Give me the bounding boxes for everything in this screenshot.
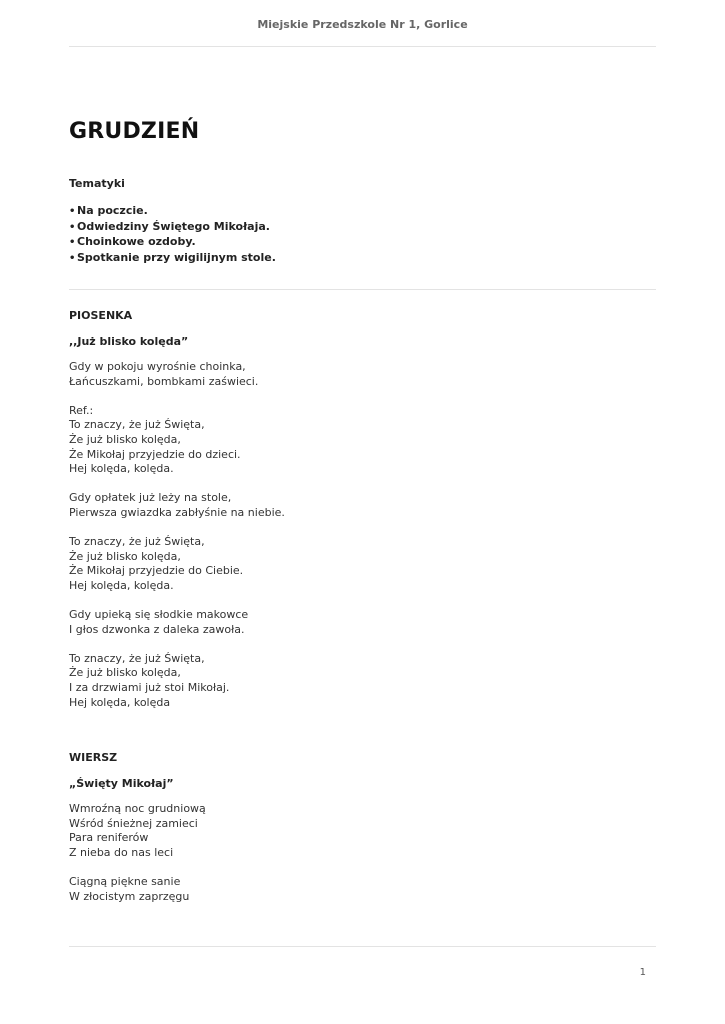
song-line: To znaczy, że już Święta, [69,418,205,432]
song-line: Ref.: [69,403,94,417]
poem-line [69,860,656,875]
song-line [69,521,656,536]
poem-line: Para reniferów [69,831,149,845]
song-line: Łańcuszkami, bombkami zaświeci. [69,374,259,388]
bullet-icon: • [69,206,76,217]
bullet-icon: • [69,237,76,249]
list-item [69,220,656,236]
song-line: Hej kolęda, kolęda [69,695,171,709]
song-line: I za drzwiami już stoi Mikołaj. [69,681,230,695]
poem-line: Z nieba do nas leci [69,845,174,859]
song-line: Pierwsza gwiazdka zabłyśnie na niebie. [69,505,285,519]
list-item [69,251,656,267]
song-line [69,389,656,404]
page-header: Miejskie Przedszkole Nr 1, Gorlice [257,18,468,31]
page-title: GRUDZIEŃ [69,119,200,144]
poem-title: „Święty Mikołaj” [69,777,174,790]
song-line: Gdy w pokoju wyrośnie choinka, [69,360,246,373]
poem-section [69,751,656,904]
bullet-icon: • [69,252,76,264]
song-section [69,309,656,710]
section-divider [69,289,656,290]
topic-text: Choinkowe ozdoby. [77,235,196,249]
song-line: Że Mikołaj przyjedzie do Ciebie. [69,564,244,578]
poem-text [69,802,656,904]
song-line [69,637,656,652]
poem-line: Ciągną piękne sanie [69,874,181,888]
list-item [69,235,656,251]
topic-text: Odwiedziny Świętego Mikołaja. [77,219,270,233]
topic-text: Spotkanie przy wigilijnym stole. [77,250,276,264]
song-line: Hej kolęda, kolęda. [69,578,174,592]
list-item [69,204,656,220]
song-line: To znaczy, że już Święta, [69,651,205,665]
topics-label: Tematyki [69,177,125,190]
song-line: Że już blisko kolęda, [69,549,181,563]
song-lyrics [69,360,656,710]
topics-list [69,204,656,266]
song-line: Że już blisko kolęda, [69,666,181,680]
poem-line: W złocistym zaprzęgu [69,889,190,903]
song-line: Gdy opłatek już leży na stole, [69,491,232,505]
song-title: ,,Już blisko kolęda” [69,335,189,348]
poem-line: Wśród śnieżnej zamieci [69,816,198,830]
footer-divider [69,946,656,947]
page-number: 1 [639,967,646,978]
song-line [69,477,656,492]
poem-label: WIERSZ [69,751,118,764]
song-line: I głos dzwonka z daleka zawoła. [69,622,245,636]
topic-text: Na poczcie. [77,204,148,217]
song-label: PIOSENKA [69,309,133,322]
song-line [69,594,656,609]
bullet-icon: • [69,221,76,233]
poem-line: Wmroźną noc grudniową [69,802,206,815]
song-line: Że Mikołaj przyjedzie do dzieci. [69,447,241,461]
song-line: Że już blisko kolęda, [69,432,181,446]
header-divider [69,46,656,47]
song-line: To znaczy, że już Święta, [69,535,205,549]
song-line: Gdy upieką się słodkie makowce [69,608,249,622]
topics-section [69,177,656,266]
song-line: Hej kolęda, kolęda. [69,462,174,476]
